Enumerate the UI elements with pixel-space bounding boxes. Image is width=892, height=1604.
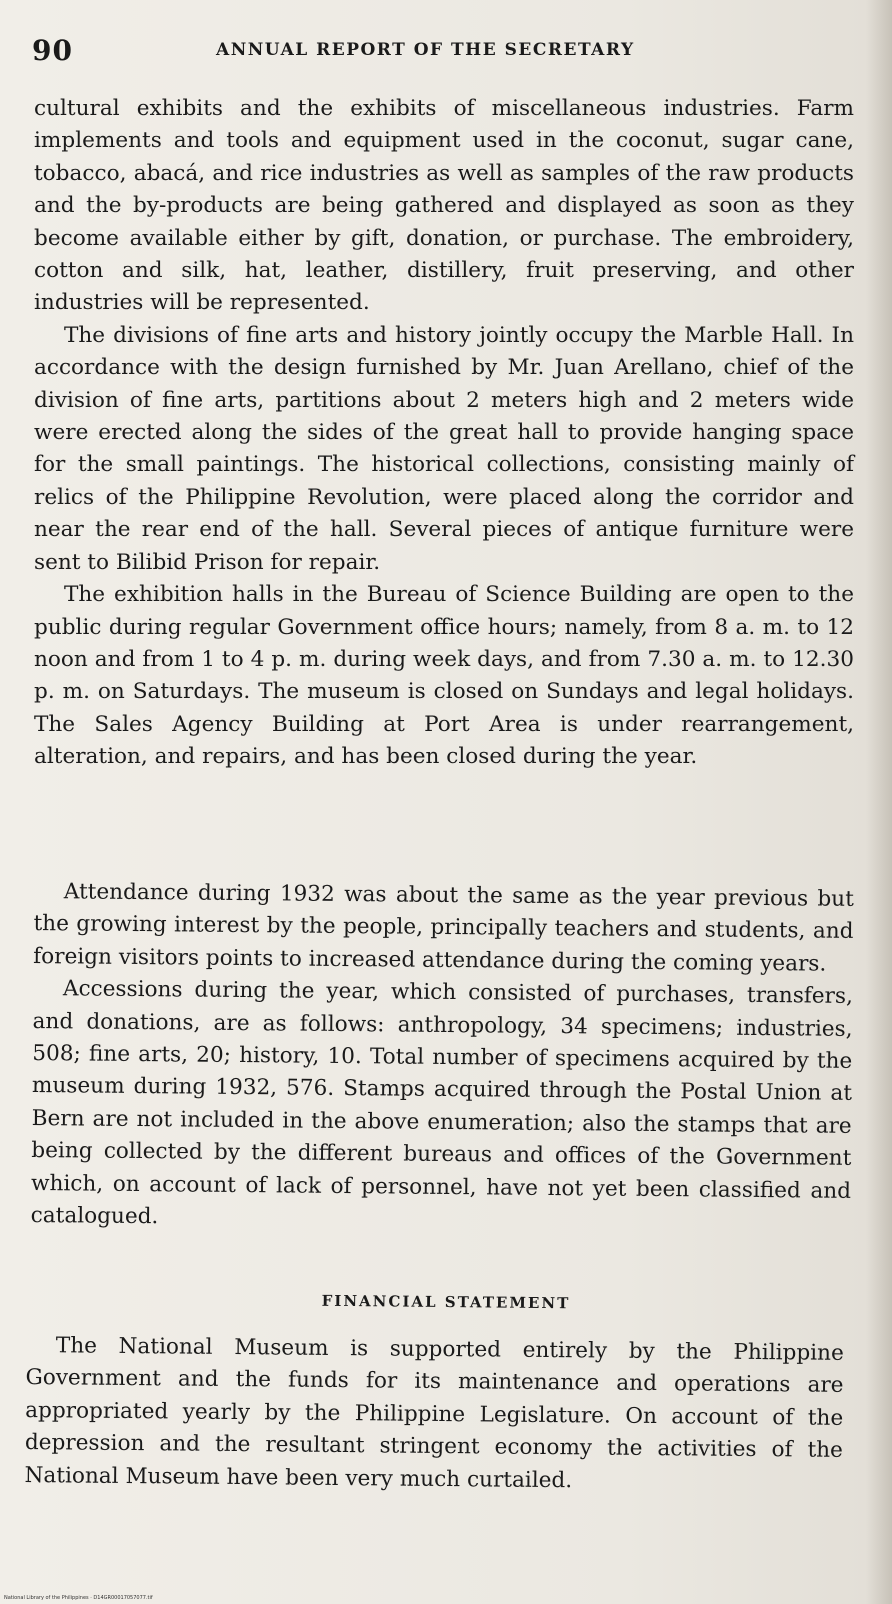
paragraph-financial-statement: The National Museum is supported entirely by the Philippine Government and the funds for its maintenance and operations are appropriated yearly by the Philippine Legislature. On account of the depression and the resultant stringent economy the activities of the National Museum have been very much curtailed. <box>24 1333 844 1493</box>
body-text-financial <box>24 1330 844 1500</box>
running-title: ANNUAL REPORT OF THE SECRETARY <box>216 40 635 60</box>
body-text-upper <box>34 93 854 774</box>
page-number: 90 <box>32 34 73 67</box>
paragraph-accessions: Accessions during the year, which consisted of purchases, transfers, and donations, are as follows: anthropology, 34 specimens; industries, 508; fine arts, 20; history, 10. Total number of specimens acquired by the museum during 1932, 576. Stamps acquired through the Postal Union at Bern are not included in the above enumeration; also the stamps that are being collected by the different bureaus and offices of the Government which, on account of lack of personnel, have not yet been classified and catalogued. <box>30 976 854 1230</box>
paragraph-exhibition-hours: The exhibition halls in the Bureau of Science Building are open to the public during regular Government office hours; namely, from 8 a. m. to 12 noon and from 1 to 4 p. m. during week days, and from 7.30 a. m. to 12.30 p. m. on Saturdays. The museum is closed on Sundays and legal holidays. The Sales Agency Building at Port Area is under rearrangement, alteration, and repairs, and has been closed during the year. <box>34 582 854 770</box>
paragraph-attendance: Attendance during 1932 was about the same as the year previous but the growing interest by the people, principally teachers and students, and foreign visitors points to increased attendance during the coming years. <box>33 879 854 977</box>
section-heading: FINANCIAL STATEMENT <box>321 1291 571 1313</box>
body-text-lower <box>31 876 854 1240</box>
page-edge-shadow <box>866 0 892 1604</box>
scan-credit: National Library of the Philippines · D14GR00017057077.tif <box>4 1595 153 1601</box>
paragraph-marble-hall: The divisions of fine arts and history jointly occupy the Marble Hall. In accordance with the design furnished by Mr. Juan Arellano, chief of the division of fine arts, partitions about 2 meters high and 2 meters wide were erected along the sides of the great hall to provide hanging space for the small paintings. The historical collections, consisting mainly of relics of the Philippine Revolution, were placed along the corridor and near the rear end of the hall. Several pieces of antique furniture were sent to Bilibid Prison for repair. <box>34 322 854 575</box>
paragraph-continued: cultural exhibits and the exhibits of miscellaneous industries. Farm implements and tools and equipment used in the coconut, sugar cane, tobacco, abacá, and rice industries as well as samples of the raw products and the by-products are being gathered and displayed as soon as they become available either by gift, donation, or purchase. The embroidery, cotton and silk, hat, leather, distillery, fruit preserving, and other industries will be represented. <box>34 96 854 316</box>
